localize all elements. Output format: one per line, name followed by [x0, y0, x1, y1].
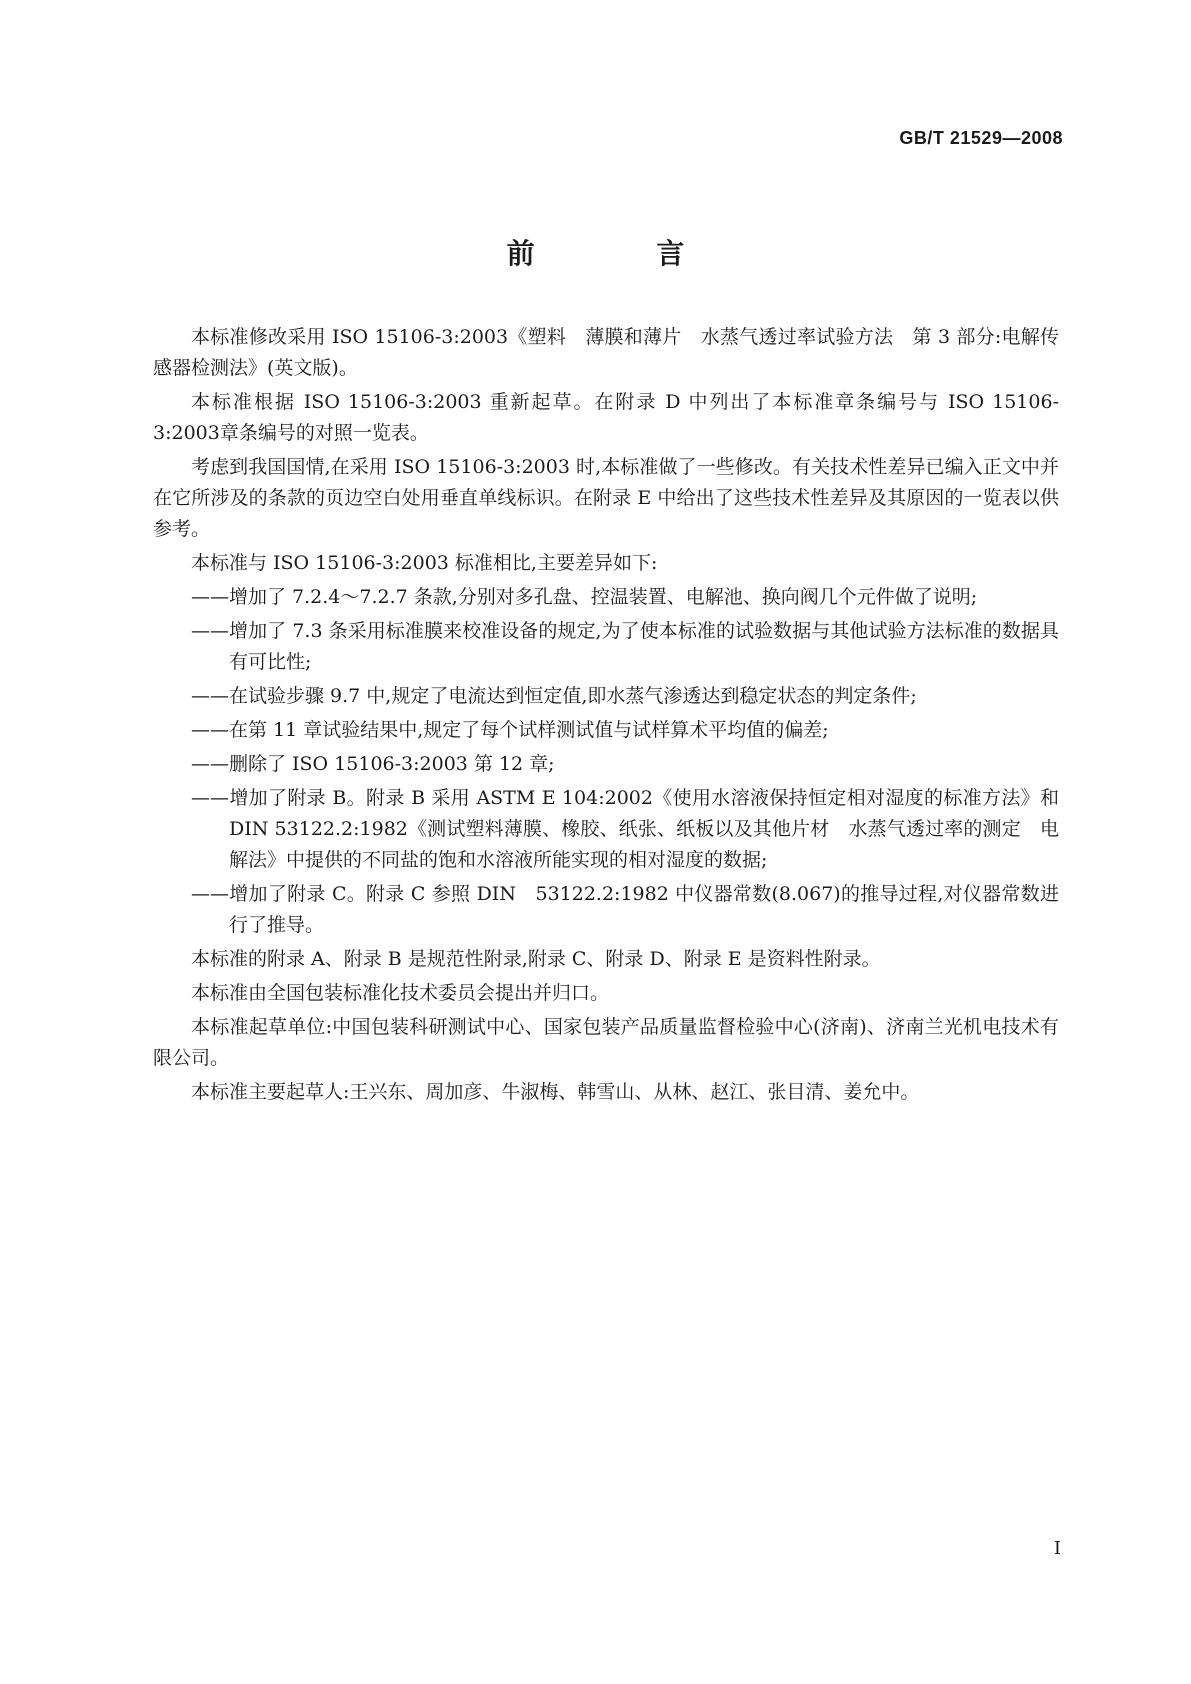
dash-marker: ——: [191, 883, 229, 905]
difference-text: 在第 11 章试验结果中,规定了每个试样测试值与试样算术平均值的偏差;: [229, 719, 829, 741]
page-number: I: [1053, 1538, 1061, 1559]
difference-item: [153, 879, 1059, 941]
paragraph-proposer: 本标准由全国包装标准化技术委员会提出并归口。: [191, 982, 610, 1004]
difference-item: [153, 582, 1059, 613]
dash-marker: ——: [191, 719, 229, 741]
dash-marker: ——: [191, 787, 229, 809]
difference-item: [153, 681, 1059, 712]
difference-text: 增加了 7.3 条采用标准膜来校准设备的规定,为了使本标准的试验数据与其他试验方法标准的数据具有可比性;: [229, 620, 1059, 673]
difference-text: 增加了附录 B。附录 B 采用 ASTM E 104:2002《使用水溶液保持恒定相对湿度的标准方法》和 DIN 53122.2:1982《测试塑料薄膜、橡胶、纸张、纸板以及其他片材 水蒸气透过率的测定 电解法》中提供的不同盐的饱和水溶液所能实现的相对湿度的数据;: [229, 787, 1059, 871]
difference-item: [153, 783, 1059, 876]
difference-text: 增加了 7.2.4～7.2.7 条款,分别对多孔盘、控温装置、电解池、换向阀几个元件做了说明;: [229, 586, 978, 608]
difference-item: [153, 749, 1059, 780]
paragraph-redrafting: 本标准根据 ISO 15106-3:2003 重新起草。在附录 D 中列出了本标准章条编号与 ISO 15106-3:2003章条编号的对照一览表。: [153, 391, 1059, 444]
dash-marker: ——: [191, 586, 229, 608]
difference-text: 在试验步骤 9.7 中,规定了电流达到恒定值,即水蒸气渗透达到稳定状态的判定条件;: [229, 685, 917, 707]
paragraph-drafters: 本标准主要起草人:王兴东、周加彦、牛淑梅、韩雪山、从林、赵江、张目清、姜允中。: [191, 1081, 920, 1103]
paragraph-annex-info: 本标准的附录 A、附录 B 是规范性附录,附录 C、附录 D、附录 E 是资料性附录。: [191, 948, 881, 970]
paragraph-adoption: 本标准修改采用 ISO 15106-3:2003《塑料 薄膜和薄片 水蒸气透过率试验方法 第 3 部分:电解传感器检测法》(英文版)。: [153, 326, 1059, 379]
page-title: 前 言: [506, 237, 741, 270]
dash-marker: ——: [191, 753, 229, 775]
standard-code: GB/T 21529—2008: [899, 128, 1063, 148]
difference-item: [153, 715, 1059, 746]
foreword-body: [153, 322, 1059, 1111]
paragraph-differences-intro: 本标准与 ISO 15106-3:2003 标准相比,主要差异如下:: [191, 552, 658, 574]
paragraph-drafting-units: 本标准起草单位:中国包装科研测试中心、国家包装产品质量监督检验中心(济南)、济南兰光机电技术有限公司。: [153, 1016, 1059, 1069]
paragraph-modifications: 考虑到我国国情,在采用 ISO 15106-3:2003 时,本标准做了一些修改。有关技术性差异已编入正文中并在它所涉及的条款的页边空白处用垂直单线标识。在附录 E 中给出了这些技术性差异及其原因的一览表以供参考。: [153, 456, 1059, 540]
dash-marker: ——: [191, 620, 229, 642]
difference-item: [153, 616, 1059, 678]
difference-text: 增加了附录 C。附录 C 参照 DIN 53122.2:1982 中仪器常数(8.067)的推导过程,对仪器常数进行了推导。: [229, 883, 1059, 936]
difference-text: 删除了 ISO 15106-3:2003 第 12 章;: [229, 753, 555, 775]
dash-marker: ——: [191, 685, 229, 707]
